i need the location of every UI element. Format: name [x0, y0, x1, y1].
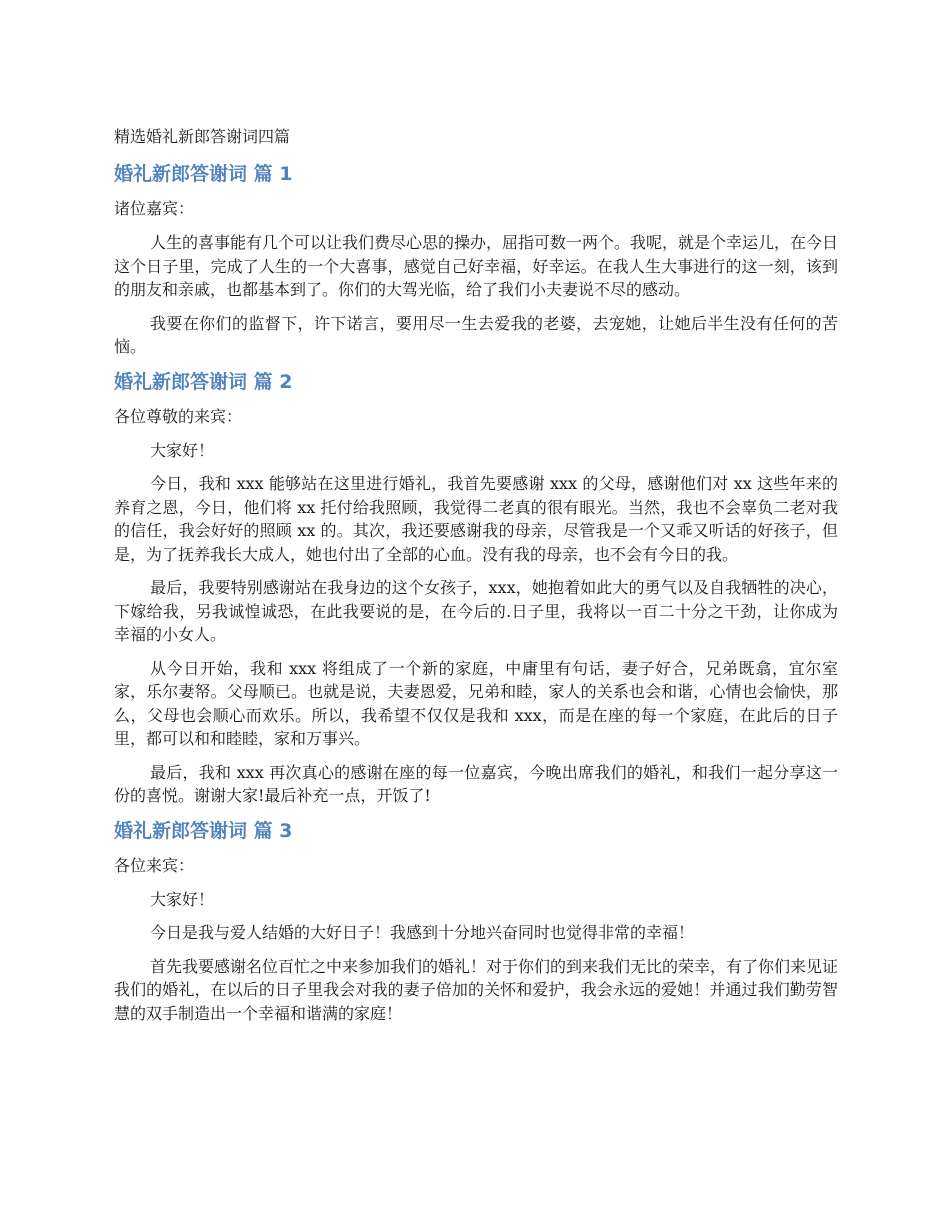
salutation: 各位尊敬的来宾： — [114, 406, 243, 426]
paragraph: 最后，我和 xxx 再次真心的感谢在座的每一位嘉宾，今晚出席我们的婚礼，和我们一起分享这一份的喜悦。谢谢大家!最后补充一点，开饭了! — [114, 762, 838, 805]
paragraph: 今日，我和 xxx 能够站在这里进行婚礼，我首先要感谢 xxx 的父母，感谢他们对 xx 这些年来的养育之恩，今日，他们将 xx 托付给我照顾，我觉得二老真的很有眼光。当然，我也不会辜负二老对我的信任，我会好好的照顾 xx 的。其次，我还要感谢我的母亲，尽管我是一个又乖又听话的好孩子，但是，为了抚养我长大成人，她也付出了全部的心血。没有我的母亲，也不会有今日的我。 — [114, 474, 838, 564]
paragraph: 从今日开始，我和 xxx 将组成了一个新的家庭，中庸里有句话，妻子好合，兄弟既翕，宜尔室家，乐尔妻帑。父母顺已。也就是说，夫妻恩爱，兄弟和睦，家人的关系也会和谐，心情也会愉快，那么，父母也会顺心而欢乐。所以，我希望不仅仅是我和 xxx，而是在座的每一个家庭，在此后的日子里，都可以和和睦睦，家和万事兴。 — [114, 658, 838, 748]
section-heading: 婚礼新郎答谢词 篇 1 — [114, 163, 293, 185]
paragraph: 首先我要感谢名位百忙之中来参加我们的婚礼！对于你们的到来我们无比的荣幸，有了你们来见证我们的婚礼，在以后的日子里我会对我的妻子倍加的关怀和爱护，我会永远的爱她！并通过我们勤劳智慧的双手制造出一个幸福和谐满的家庭！ — [114, 956, 839, 1023]
paragraph: 最后，我要特别感谢站在我身边的这个女孩子，xxx，她抱着如此大的勇气以及自我牺牲的决心，下嫁给我，另我诚惶诚恐，在此我要说的是，在今后的.日子里，我将以一百二十分之干劲，让你成为幸福的小女人。 — [114, 578, 838, 644]
paragraph: 今日是我与爱人结婚的大好日子！我感到十分地兴奋同时也觉得非常的幸福！ — [150, 923, 695, 942]
paragraph: 我要在你们的监督下，许下诺言，要用尽一生去爱我的老婆，去宠她，让她后半生没有任何的苦恼。 — [114, 313, 838, 356]
section-3 — [114, 818, 838, 1026]
section-2 — [114, 369, 838, 808]
section-1 — [114, 161, 838, 359]
paragraph: 大家好！ — [150, 440, 215, 460]
section-heading: 婚礼新郎答谢词 篇 2 — [114, 370, 293, 393]
paragraph: 大家好！ — [150, 889, 215, 909]
salutation: 各位来宾： — [114, 855, 195, 875]
paragraph: 人生的喜事能有几个可以让我们费尽心思的操办，屈指可数一两个。我呢，就是个幸运儿，在今日这个日子里，完成了人生的一个大喜事，感觉自己好幸福，好幸运。在我人生大事进行的这一刻，该到的朋友和亲戚，也都基本到了。你们的大驾光临，给了我们小夫妻说不尽的感动。 — [114, 233, 839, 299]
salutation: 诸位嘉宾： — [114, 199, 195, 218]
section-heading: 婚礼新郎答谢词 篇 3 — [114, 819, 293, 842]
document-title: 精选婚礼新郎答谢词四篇 — [114, 127, 291, 146]
